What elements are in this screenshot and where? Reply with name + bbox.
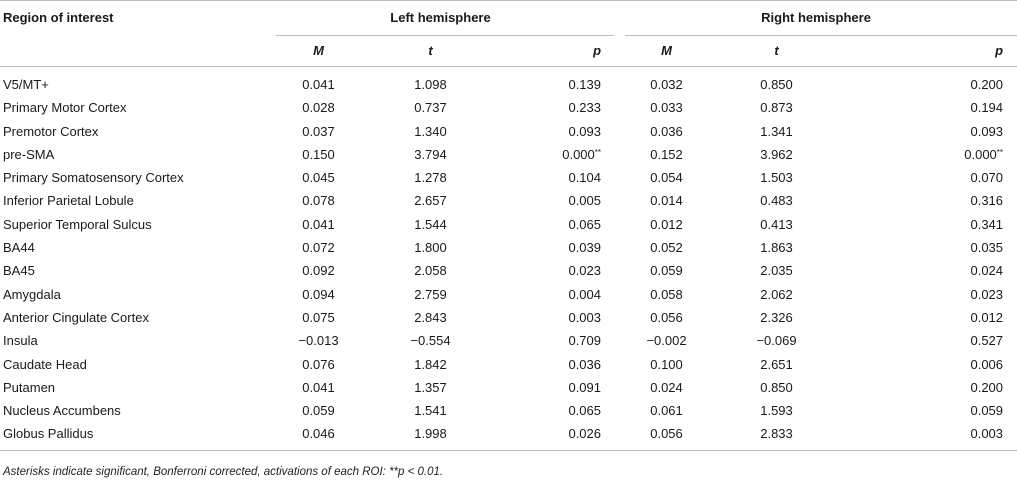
left-m-cell-value: 0.092	[302, 263, 335, 279]
table-row	[0, 376, 1017, 399]
right-m-cell	[615, 143, 718, 166]
right-m-cell-value: 0.061	[650, 403, 683, 419]
table-row	[0, 189, 1017, 212]
roi-name-cell-value: pre-SMA	[3, 146, 55, 162]
roi-subheader-empty	[0, 35, 266, 67]
right-t-cell-value: 2.651	[760, 356, 793, 372]
right-p-cell	[835, 399, 1017, 422]
right-t-cell-value: 1.503	[760, 170, 793, 186]
right-m-cell-value: 0.056	[650, 426, 683, 442]
table-row	[0, 306, 1017, 329]
left-t-cell-value: 1.998	[414, 426, 447, 442]
roi-name-cell-value: Superior Temporal Sulcus	[3, 216, 152, 232]
right-p-cell	[835, 353, 1017, 376]
right-m-cell-value: 0.033	[650, 100, 683, 116]
table-row	[0, 143, 1017, 166]
roi-name-cell-value: Premotor Cortex	[3, 123, 99, 139]
right-t-cell	[718, 376, 835, 399]
roi-name-cell	[0, 376, 266, 399]
left-t-cell	[371, 67, 490, 97]
left-p-cell	[490, 213, 615, 236]
roi-name-cell-value: Amygdala	[3, 286, 61, 302]
right-t-cell-value: 1.593	[760, 403, 793, 419]
left-p-cell-value: 0.104	[568, 170, 602, 186]
right-t-cell	[718, 306, 835, 329]
roi-name-cell-value: BA44	[3, 240, 35, 256]
right-t-cell-value: 2.833	[760, 426, 793, 442]
left-p-cell	[490, 329, 615, 352]
right-p-cell	[835, 376, 1017, 399]
left-p-cell	[490, 67, 615, 97]
left-p-cell-value: 0.004	[568, 286, 602, 302]
left-t-cell	[371, 399, 490, 422]
right-t-cell-value: 0.483	[760, 193, 793, 209]
left-t-cell-value: 2.843	[414, 309, 447, 325]
left-t-cell	[371, 259, 490, 282]
table-row	[0, 67, 1017, 97]
right-t-cell-value: 3.962	[760, 146, 793, 162]
left-t-header: t	[371, 35, 490, 67]
right-t-cell	[718, 399, 835, 422]
left-t-cell	[371, 143, 490, 166]
roi-name-cell-value: V5/MT+	[3, 77, 49, 92]
left-hemisphere-label: Left hemisphere	[390, 10, 491, 25]
roi-name-cell	[0, 422, 266, 450]
left-m-cell	[266, 399, 371, 422]
right-t-cell	[718, 67, 835, 97]
right-m-cell-value: 0.056	[650, 309, 683, 325]
right-p-cell-value: 0.200	[970, 77, 1004, 92]
right-t-cell-value: 2.062	[760, 286, 793, 302]
left-p-cell	[490, 283, 615, 306]
left-t-cell-value: 0.737	[414, 100, 447, 116]
right-t-cell-value: 0.873	[760, 100, 793, 116]
roi-name-cell	[0, 283, 266, 306]
left-t-cell	[371, 213, 490, 236]
right-p-cell-value: 0.000	[964, 146, 997, 162]
roi-name-cell-value: Insula	[3, 333, 38, 349]
left-t-cell	[371, 329, 490, 352]
right-m-cell-value: 0.054	[650, 170, 683, 186]
left-p-cell-value: 0.026	[568, 426, 602, 442]
header-row-stats	[0, 35, 1017, 67]
right-p-cell	[835, 67, 1017, 97]
left-t-cell	[371, 306, 490, 329]
right-m-cell-value: 0.059	[650, 263, 683, 279]
right-p-cell-value: 0.316	[970, 193, 1004, 209]
left-p-cell	[490, 120, 615, 143]
right-m-cell	[615, 376, 718, 399]
right-m-cell	[615, 283, 718, 306]
left-t-cell	[371, 166, 490, 189]
roi-name-cell	[0, 353, 266, 376]
right-hemisphere-label: Right hemisphere	[761, 10, 871, 25]
right-p-cell	[835, 96, 1017, 119]
right-t-cell	[718, 143, 835, 166]
right-p-cell	[835, 283, 1017, 306]
right-p-cell-value: 0.194	[970, 100, 1004, 116]
left-p-cell-value: 0.091	[568, 379, 602, 395]
left-p-cell-value: 0.093	[568, 123, 602, 139]
roi-name-cell	[0, 306, 266, 329]
left-t-cell-value: 1.544	[414, 216, 447, 232]
left-m-cell	[266, 236, 371, 259]
left-p-cell-value: 0.005	[568, 193, 602, 209]
right-p-cell-value: 0.024	[970, 263, 1004, 279]
left-p-cell	[490, 259, 615, 282]
roi-name-cell	[0, 213, 266, 236]
left-m-cell-value: −0.013	[298, 333, 339, 349]
right-p-cell-value: 0.023	[970, 286, 1004, 302]
right-group-rule	[625, 35, 1017, 36]
left-t-cell-value: 1.357	[414, 379, 447, 395]
roi-name-cell-value: Nucleus Accumbens	[3, 403, 121, 419]
left-p-cell	[490, 96, 615, 119]
table-body	[0, 67, 1017, 451]
right-p-cell-value: 0.012	[970, 309, 1004, 325]
right-p-cell	[835, 189, 1017, 212]
left-t-cell	[371, 120, 490, 143]
right-m-cell-value: 0.100	[650, 356, 683, 372]
table-footnote: Asterisks indicate significant, Bonferroni corrected, activations of each ROI: **p < 0.01.	[3, 466, 444, 478]
left-m-cell	[266, 189, 371, 212]
left-p-cell-value: 0.039	[568, 240, 602, 256]
right-t-header: t	[718, 35, 835, 67]
left-t-cell-value: 1.800	[414, 240, 447, 256]
left-p-cell-value: 0.065	[568, 216, 602, 232]
right-p-cell-value: 0.200	[970, 379, 1004, 395]
right-t-cell	[718, 259, 835, 282]
roi-name-cell-value: Anterior Cingulate Cortex	[3, 309, 149, 325]
right-p-cell-value: 0.006	[970, 356, 1004, 372]
right-t-cell-value: 0.850	[760, 77, 793, 92]
left-p-cell-value: 0.065	[568, 403, 602, 419]
left-p-cell-value: 0.023	[568, 263, 602, 279]
table-row	[0, 329, 1017, 352]
right-p-cell	[835, 306, 1017, 329]
left-t-cell	[371, 283, 490, 306]
right-t-cell	[718, 422, 835, 450]
left-t-cell-value: 1.278	[414, 170, 447, 186]
left-m-cell-value: 0.075	[302, 309, 335, 325]
left-t-cell	[371, 353, 490, 376]
left-p-cell-value: 0.139	[568, 77, 602, 92]
right-m-cell	[615, 189, 718, 212]
table-row	[0, 120, 1017, 143]
left-t-cell	[371, 376, 490, 399]
right-t-cell	[718, 213, 835, 236]
right-m-cell	[615, 166, 718, 189]
table-row	[0, 213, 1017, 236]
significance-mark: **	[996, 147, 1004, 157]
left-m-cell	[266, 67, 371, 97]
right-p-cell-value: 0.035	[970, 240, 1004, 256]
left-p-cell	[490, 143, 615, 166]
left-p-cell	[490, 399, 615, 422]
roi-name-cell	[0, 96, 266, 119]
right-p-cell-value: 0.070	[970, 170, 1004, 186]
roi-name-cell-value: Caudate Head	[3, 356, 87, 372]
right-t-cell	[718, 329, 835, 352]
table-row	[0, 353, 1017, 376]
right-m-cell	[615, 399, 718, 422]
roi-name-cell-value: Primary Motor Cortex	[3, 100, 127, 116]
roi-name-cell	[0, 399, 266, 422]
right-t-cell	[718, 166, 835, 189]
left-t-cell	[371, 422, 490, 450]
right-p-cell	[835, 422, 1017, 450]
right-m-cell	[615, 329, 718, 352]
left-m-cell-value: 0.037	[302, 123, 335, 139]
left-t-cell-value: 1.098	[414, 77, 447, 92]
right-m-cell-value: 0.052	[650, 240, 683, 256]
right-t-cell	[718, 353, 835, 376]
left-m-cell	[266, 213, 371, 236]
left-t-cell-value: 1.541	[414, 403, 447, 419]
table-row	[0, 399, 1017, 422]
right-m-cell	[615, 213, 718, 236]
left-m-cell-value: 0.076	[302, 356, 335, 372]
roi-name-cell	[0, 236, 266, 259]
left-m-cell-value: 0.028	[302, 100, 335, 116]
roi-name-cell	[0, 189, 266, 212]
left-p-cell	[490, 376, 615, 399]
left-m-cell	[266, 306, 371, 329]
significance-mark: **	[594, 147, 602, 157]
right-p-cell	[835, 166, 1017, 189]
right-t-cell-value: 0.850	[760, 379, 793, 395]
right-m-cell-value: −0.002	[646, 333, 687, 349]
right-t-cell	[718, 96, 835, 119]
right-t-cell	[718, 120, 835, 143]
left-m-cell-value: 0.041	[302, 379, 335, 395]
left-m-cell	[266, 376, 371, 399]
right-m-cell-value: 0.012	[650, 216, 683, 232]
roi-name-cell-value: Putamen	[3, 379, 56, 395]
left-m-cell	[266, 329, 371, 352]
right-hemisphere-header	[615, 1, 1017, 36]
left-p-cell-value: 0.003	[568, 309, 602, 325]
right-m-cell	[615, 67, 718, 97]
right-p-header: p	[835, 35, 1017, 67]
left-p-cell	[490, 422, 615, 450]
right-m-cell-value: 0.036	[650, 123, 683, 139]
left-p-cell	[490, 189, 615, 212]
right-t-cell	[718, 189, 835, 212]
left-group-rule	[276, 35, 614, 36]
right-p-cell-value: 0.003	[970, 426, 1004, 442]
left-t-cell-value: 1.340	[414, 123, 447, 139]
roi-name-cell	[0, 143, 266, 166]
right-p-cell-value: 0.341	[970, 216, 1004, 232]
table-row	[0, 422, 1017, 450]
left-p-cell	[490, 166, 615, 189]
left-m-cell	[266, 353, 371, 376]
left-m-cell	[266, 259, 371, 282]
right-m-cell	[615, 96, 718, 119]
left-m-cell	[266, 166, 371, 189]
left-t-cell-value: 2.657	[414, 193, 447, 209]
right-m-cell	[615, 306, 718, 329]
right-t-cell-value: 1.863	[760, 240, 793, 256]
left-p-cell-value: 0.233	[568, 100, 602, 116]
left-p-cell	[490, 236, 615, 259]
right-p-cell	[835, 236, 1017, 259]
left-m-cell	[266, 422, 371, 450]
right-p-cell-value: 0.527	[970, 333, 1004, 349]
left-hemisphere-header	[266, 1, 615, 36]
header-row-groups	[0, 1, 1017, 36]
table-row	[0, 283, 1017, 306]
table-row	[0, 96, 1017, 119]
left-m-cell-value: 0.041	[302, 77, 335, 92]
roi-name-cell	[0, 67, 266, 97]
right-t-cell	[718, 283, 835, 306]
left-t-cell	[371, 236, 490, 259]
right-p-cell	[835, 329, 1017, 352]
right-t-cell-value: 2.035	[760, 263, 793, 279]
roi-column-header: Region of interest	[0, 1, 266, 36]
right-m-cell	[615, 353, 718, 376]
left-m-cell	[266, 96, 371, 119]
left-m-cell	[266, 143, 371, 166]
table-row	[0, 236, 1017, 259]
right-p-cell	[835, 143, 1017, 166]
right-m-cell-value: 0.152	[650, 146, 683, 162]
right-m-cell-value: 0.014	[650, 193, 683, 209]
left-p-cell-value: 0.036	[568, 356, 602, 372]
right-m-cell	[615, 259, 718, 282]
roi-name-cell-value: Inferior Parietal Lobule	[3, 193, 134, 209]
left-p-cell	[490, 306, 615, 329]
right-m-cell-value: 0.058	[650, 286, 683, 302]
right-m-cell	[615, 120, 718, 143]
left-p-cell-value: 0.000	[562, 146, 595, 162]
left-t-cell-value: 2.759	[414, 286, 447, 302]
right-p-cell	[835, 120, 1017, 143]
left-m-cell	[266, 120, 371, 143]
left-t-cell-value: −0.554	[410, 333, 451, 349]
table-row	[0, 166, 1017, 189]
left-t-cell-value: 3.794	[414, 146, 447, 162]
left-m-cell-value: 0.072	[302, 240, 335, 256]
right-m-cell	[615, 236, 718, 259]
right-m-cell	[615, 422, 718, 450]
right-p-cell	[835, 213, 1017, 236]
left-m-cell-value: 0.045	[302, 170, 335, 186]
roi-name-cell-value: Globus Pallidus	[3, 426, 94, 442]
right-t-cell-value: 0.413	[760, 216, 793, 232]
left-t-cell	[371, 189, 490, 212]
left-m-cell-value: 0.094	[302, 286, 335, 302]
roi-name-cell	[0, 166, 266, 189]
right-m-cell-value: 0.032	[650, 77, 683, 92]
left-t-cell-value: 2.058	[414, 263, 447, 279]
roi-name-cell-value: BA45	[3, 263, 35, 279]
right-t-cell	[718, 236, 835, 259]
right-p-cell	[835, 259, 1017, 282]
left-p-cell	[490, 353, 615, 376]
left-m-cell-value: 0.046	[302, 426, 335, 442]
table-row	[0, 259, 1017, 282]
right-p-cell-value: 0.093	[970, 123, 1004, 139]
left-m-cell-value: 0.041	[302, 216, 335, 232]
right-m-header: M	[615, 35, 718, 67]
left-m-cell-value: 0.150	[302, 146, 335, 162]
left-m-cell-value: 0.059	[302, 403, 335, 419]
right-t-cell-value: 2.326	[760, 309, 793, 325]
left-m-cell-value: 0.078	[302, 193, 335, 209]
left-p-header: p	[490, 35, 615, 67]
right-p-cell-value: 0.059	[970, 403, 1004, 419]
left-m-cell	[266, 283, 371, 306]
right-t-cell-value: 1.341	[760, 123, 793, 139]
left-p-cell-value: 0.709	[568, 333, 602, 349]
right-m-cell-value: 0.024	[650, 379, 683, 395]
left-m-header: M	[266, 35, 371, 67]
roi-name-cell	[0, 120, 266, 143]
roi-name-cell	[0, 259, 266, 282]
right-t-cell-value: −0.069	[756, 333, 797, 349]
roi-name-cell	[0, 329, 266, 352]
left-t-cell	[371, 96, 490, 119]
roi-name-cell-value: Primary Somatosensory Cortex	[3, 170, 184, 186]
left-t-cell-value: 1.842	[414, 356, 447, 372]
